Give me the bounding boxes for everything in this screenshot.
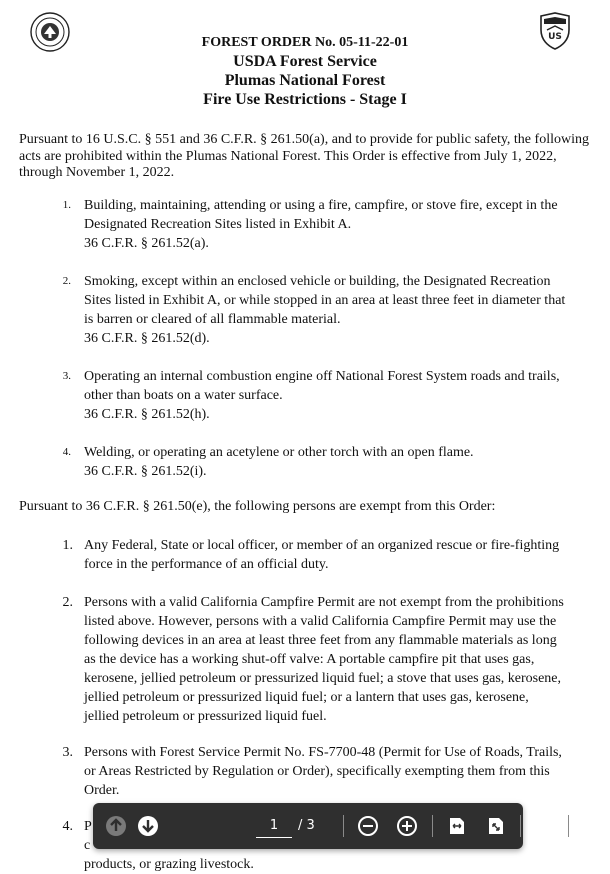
pdf-toolbar	[93, 803, 523, 849]
arrow-up-icon[interactable]	[104, 814, 128, 838]
fit-page-icon[interactable]	[445, 814, 469, 838]
toolbar-divider	[432, 815, 433, 837]
order-number: FOREST ORDER No. 05-11-22-01	[201, 35, 409, 50]
toolbar-divider	[343, 815, 344, 837]
page-total: / 3	[298, 818, 315, 833]
document-page: US FOREST ORDER No. 05-11-22-01 USDA Forest Service Plumas National Forest Fire Use Restrictions - Stage I Pursuant to 16 U.S.C. § 551 and 36 C.F.R. § 261.50(a), and to provide for public safety, the following acts are prohibited within the Plumas National Forest. This Order is effective from July 1, 2022, through November 1, 2022. 1. Building, maintaining, attending or using a fire, campfire, or stove fire, except in the Designated Recreation Sites listed in Exhibit A. 36 C.F.R. § 261.52(a). 2. Smoking, except within an enclosed vehicle or building, the Designated Recreation Sites listed in Exhibit A, or while stopped in an area at least three feet in diameter that is barren or cleared of all flammable material. 36 C.F.R. § 261.52(d). 3. Operating an internal combustion engine off National Forest System roads and trails, other than boats on a water surface. 36 C.F.R. § 261.52(h). 4. Welding, or operating an acetylene or other torch with an open flame. 36 C.F.R. § 261.52(i). Pursuant to 36 C.F.R. § 261.50(e), the following persons are exempt from this Order: 1. Any Federal, State or local officer, or member of an organized rescue or fire-fighting force in the performance of an official duty. 2. Persons with a valid California Campfire Permit are not exempt from the prohibitions listed above. However, persons with a valid California Campfire Permit may use the following devices in an area at least three feet from any flammable materials as long as the device has a working shut-off valve: A portable campfire pit that uses gas, kerosene, jellied petroleum or pressurized liquid fuel; a stove that uses gas, kerosene, jellied petroleum or pressurized liquid fuel; or a lantern that uses gas, kerosene, jellied petroleum or pressurized liquid fuel. 3. Persons with Forest Service Permit No. FS-7700-48 (Permit for Use of Roads, Trails, or Areas Restricted by Regulation or Order), specifically exempting them from this Order. 4. P c products, or grazing livestock.	[0, 0, 610, 865]
arrow-down-icon[interactable]	[136, 814, 160, 838]
fit-width-icon[interactable]	[484, 814, 508, 838]
order-header	[0, 34, 610, 109]
zoom-out-icon[interactable]	[356, 814, 380, 838]
forest-name: Plumas National Forest	[224, 72, 386, 89]
more-tools-icon[interactable]	[581, 814, 605, 838]
intro-paragraph: Pursuant to 16 U.S.C. § 551 and 36 C.F.R. § 261.50(a), and to provide for public safety, the following acts are prohibited within the Plumas National Forest. This Order is effective from July 1, 2022, through November 1, 2022.	[19, 132, 589, 180]
agency-name: USDA Forest Service	[233, 53, 377, 70]
rotate-icon[interactable]	[533, 814, 557, 838]
page-number-input[interactable]: 1	[256, 815, 292, 838]
toolbar-divider	[520, 815, 521, 837]
exempt-intro: Pursuant to 36 C.F.R. § 261.50(e), the following persons are exempt from this Order:	[19, 499, 496, 514]
order-title: Fire Use Restrictions - Stage I	[203, 91, 407, 108]
toolbar-divider	[568, 815, 569, 837]
svg-text:US: US	[548, 32, 562, 42]
zoom-in-icon[interactable]	[395, 814, 419, 838]
